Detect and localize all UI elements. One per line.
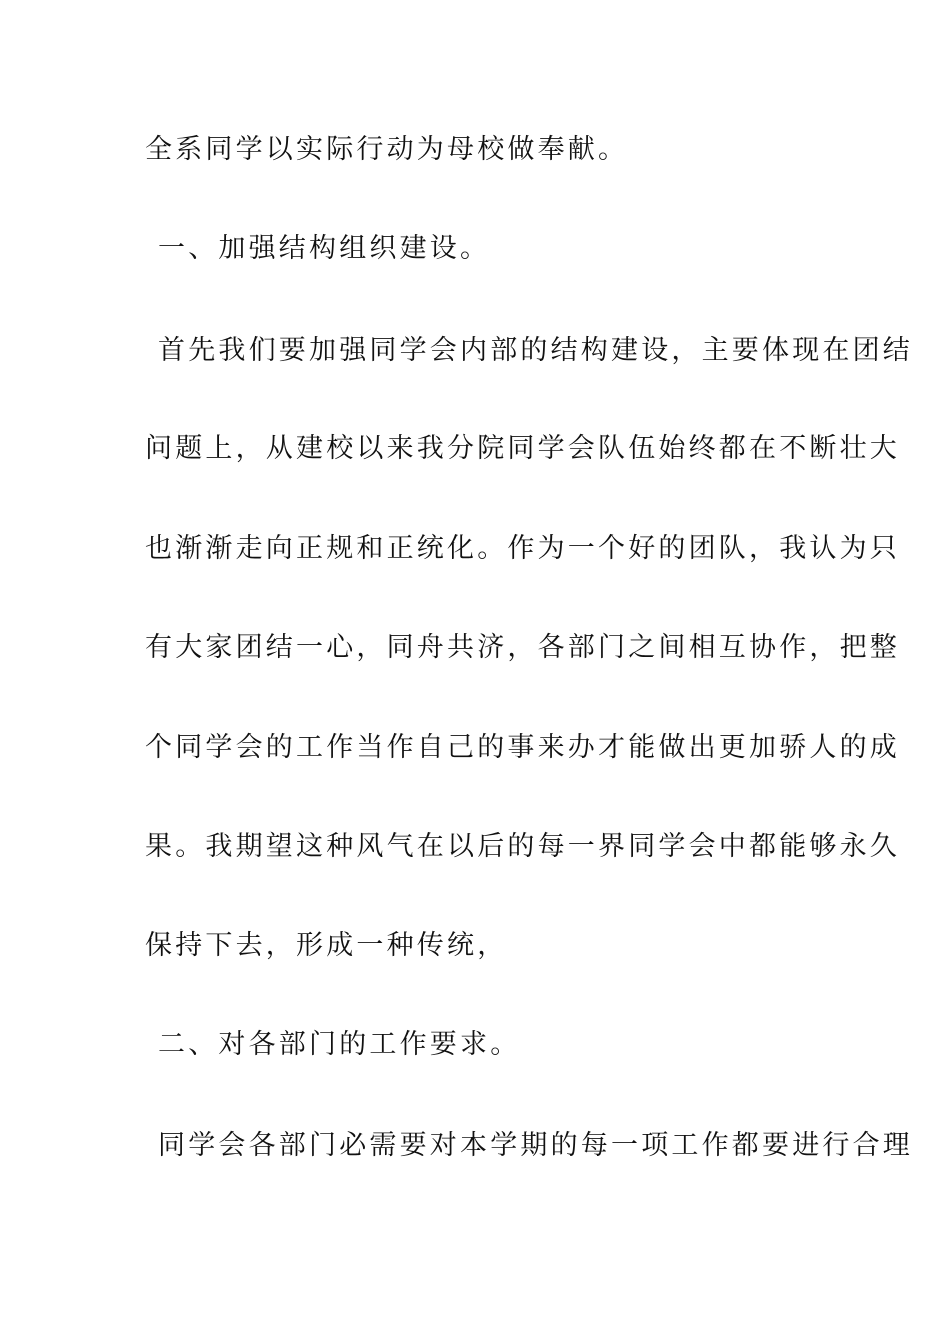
section-heading: 二、对各部门的工作要求。 <box>158 1029 521 1060</box>
text-line: 问题上，从建校以来我分院同学会队伍始终都在不断壮大 <box>145 433 900 464</box>
text-line: 保持下去，形成一种传统， <box>145 930 508 961</box>
text-line: 全系同学以实际行动为母校做奉献。 <box>145 134 629 165</box>
text-line: 首先我们要加强同学会内部的结构建设，主要体现在团结 <box>158 335 913 366</box>
text-line: 个同学会的工作当作自己的事来办才能做出更加骄人的成 <box>145 732 900 763</box>
text-line: 有大家团结一心，同舟共济，各部门之间相互协作，把整 <box>145 632 900 663</box>
section-heading: 一、加强结构组织建设。 <box>158 233 491 264</box>
text-line: 也渐渐走向正规和正统化。作为一个好的团队，我认为只 <box>145 533 900 564</box>
text-line: 同学会各部门必需要对本学期的每一项工作都要进行合理 <box>158 1130 913 1161</box>
text-line: 果。我期望这种风气在以后的每一界同学会中都能够永久 <box>145 831 900 862</box>
